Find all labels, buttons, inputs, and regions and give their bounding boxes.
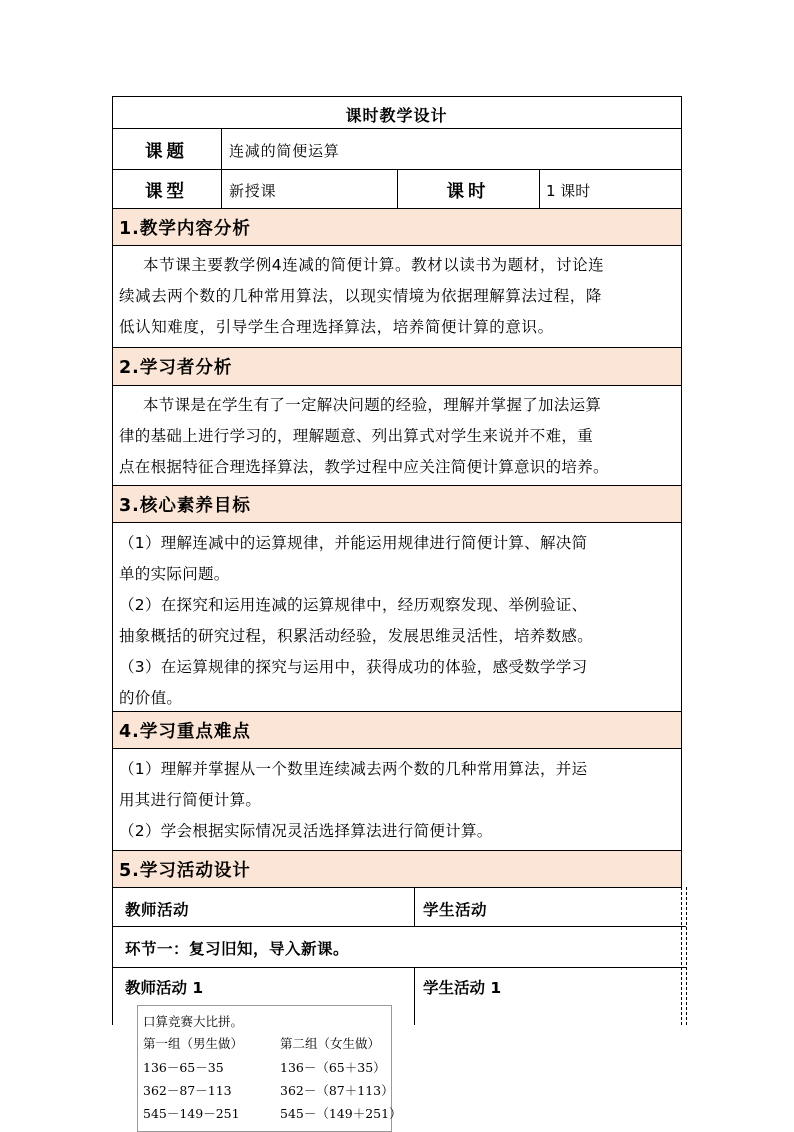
paragraph-line: （1）理解连减中的运算规律，并能运用规律进行简便计算、解决简 (119, 534, 588, 552)
topic-value: 连减的简便运算 (229, 142, 340, 160)
column-divider (414, 967, 415, 1025)
row-divider (112, 522, 681, 523)
group-one-label: 第一组（男生做） (143, 1036, 244, 1051)
section-title: 2.学习者分析 (119, 358, 233, 378)
student-activity-1: 学生活动 1 (423, 979, 502, 997)
teacher-activity-header: 教师活动 (125, 901, 190, 919)
group-two-expression: 136－（65＋35） (280, 1060, 386, 1075)
section-title: 1.教学内容分析 (119, 219, 251, 239)
type-value: 新授课 (229, 182, 277, 200)
student-activity-header: 学生活动 (423, 901, 488, 919)
table-border-top (112, 96, 681, 97)
paragraph-line: 抽象概括的研究过程，积累活动经验，发展思维灵活性，培养数感。 (119, 627, 594, 645)
row-divider (112, 245, 681, 246)
paragraph-line: 的价值。 (119, 689, 183, 707)
group-one-expression: 362－87－113 (143, 1083, 232, 1098)
section-body (119, 528, 679, 714)
paragraph-line: 本节课是在学生有了一定解决问题的经验，理解并掌握了加法运算 (143, 396, 602, 414)
step-one-title: 环节一：复习旧知，导入新课。 (125, 940, 350, 958)
paragraph-line: （3）在运算规律的探究与运用中，获得成功的体验，感受数学学习 (119, 658, 588, 676)
column-divider (539, 169, 540, 208)
group-one-expression: 136－65－35 (143, 1060, 224, 1075)
row-divider (112, 926, 686, 927)
teacher-activity-1: 教师活动 1 (125, 979, 204, 997)
section-body (119, 250, 679, 343)
topic-label: 课题 (145, 142, 188, 162)
paragraph-line: 本节课主要教学例4连减的简便计算。教材以读书为题材，讨论连 (143, 256, 605, 274)
paragraph-line: 点在根据特征合理选择算法，教学过程中应关注简便计算意识的培养。 (119, 458, 609, 476)
section-body (119, 754, 679, 847)
paragraph-line: 用其进行简便计算。 (119, 791, 262, 809)
paragraph-line: （2）学会根据实际情况灵活选择算法进行简便计算。 (119, 822, 493, 840)
group-one-expression: 545－149－251 (143, 1106, 240, 1121)
row-divider (112, 887, 681, 888)
section-title: 4.学习重点难点 (119, 722, 251, 742)
column-divider-dashed (686, 887, 687, 1025)
row-divider (112, 748, 681, 749)
mental-math-worksheet-image (137, 1005, 402, 1132)
column-divider (221, 128, 222, 208)
group-two-expression: 545－（149＋251） (280, 1106, 402, 1121)
period-value: 1 课时 (546, 182, 591, 200)
column-divider-dashed (681, 887, 682, 1025)
row-divider (112, 385, 681, 386)
paragraph-line: （1）理解并掌握从一个数里连续减去两个数的几种常用算法，并运 (119, 760, 588, 778)
period-label: 课时 (446, 182, 490, 202)
type-label: 课型 (145, 182, 188, 202)
paragraph-line: 低认知难度，引导学生合理选择算法，培养简便计算的意识。 (119, 318, 554, 336)
group-two-expression: 362－（87＋113） (280, 1083, 394, 1098)
section-title: 5.学习活动设计 (119, 861, 251, 881)
section-body (119, 390, 679, 483)
section-title: 3.核心素养目标 (119, 496, 251, 516)
row-divider (112, 128, 681, 129)
paragraph-line: 单的实际问题。 (119, 565, 230, 583)
paragraph-line: 律的基础上进行学习的，理解题意、列出算式对学生来说并不难，重 (119, 427, 594, 445)
group-two-label: 第二组（女生做） (280, 1036, 381, 1051)
row-divider (112, 967, 686, 968)
table-border-right (681, 96, 682, 887)
column-divider (414, 887, 415, 926)
paragraph-line: （2）在探究和运用连减的运算规律中，经历观察发现、举例验证、 (119, 596, 588, 614)
paragraph-line: 续减去两个数的几种常用算法，以现实情境为依据理解算法过程，降 (119, 287, 603, 305)
worksheet-title: 口算竞赛大比拼。 (143, 1014, 244, 1029)
page-title: 课时教学设计 (345, 106, 448, 125)
